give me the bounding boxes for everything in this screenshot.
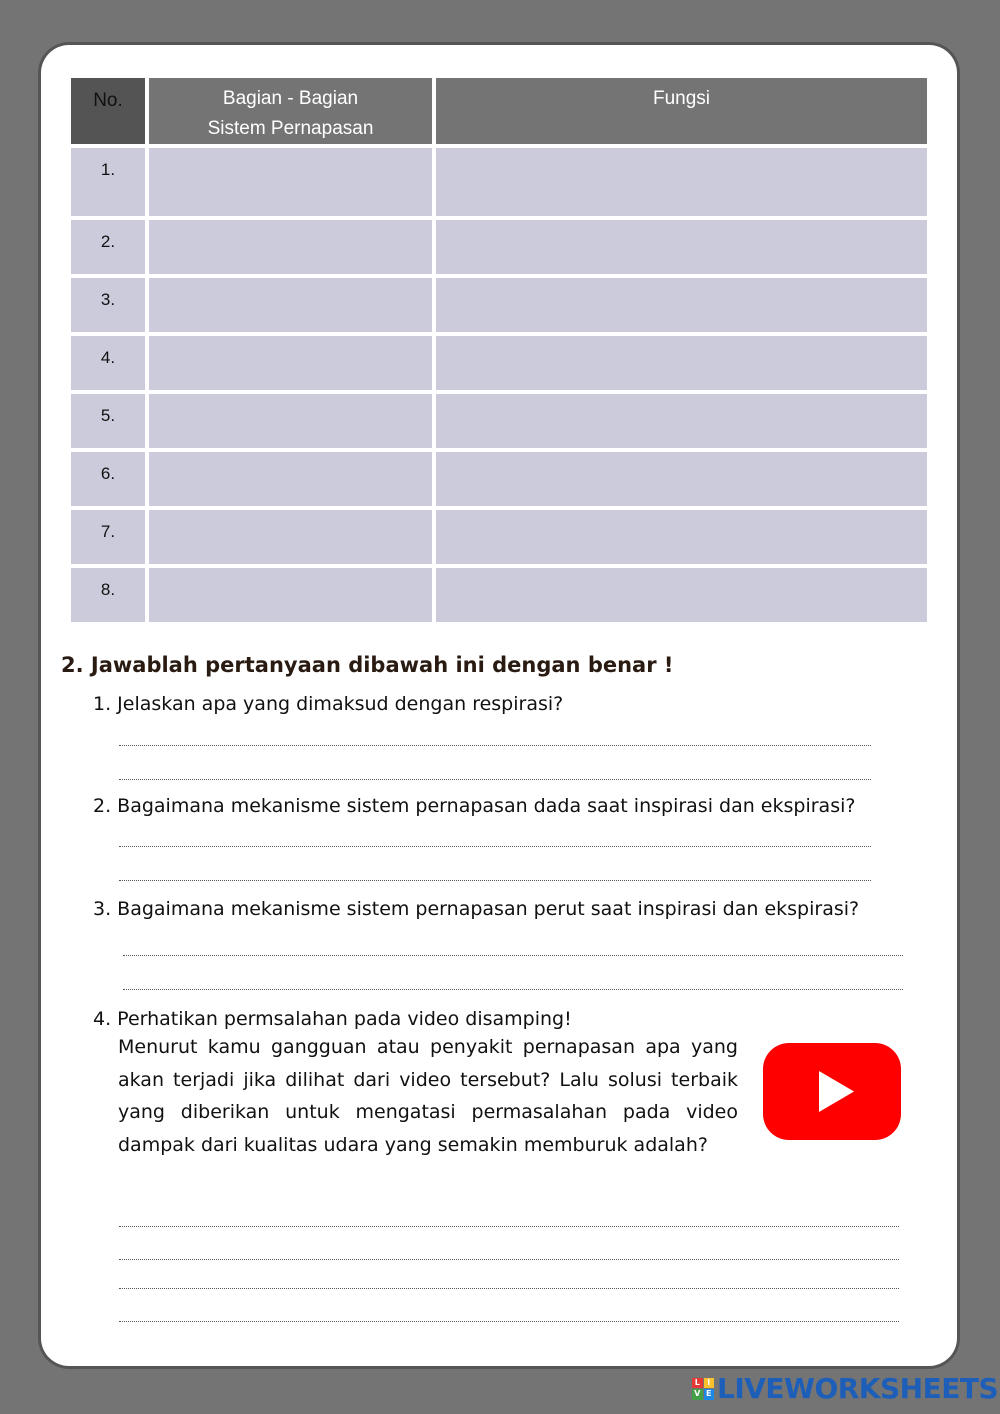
part-answer-cell[interactable]: [149, 452, 432, 506]
answer-line-q1[interactable]: [119, 779, 871, 780]
table-row: [71, 148, 927, 216]
row-number: 5.: [71, 394, 145, 448]
worksheet-page: [41, 45, 957, 1366]
row-number: 3.: [71, 278, 145, 332]
answer-line-q4[interactable]: [119, 1226, 899, 1227]
answer-line-q2[interactable]: [119, 846, 871, 847]
answer-line-q3[interactable]: [123, 955, 903, 956]
answer-line-q4[interactable]: [119, 1288, 899, 1289]
table-row: [71, 220, 927, 274]
header-no: No.: [71, 78, 145, 144]
row-number: 6.: [71, 452, 145, 506]
function-answer-cell[interactable]: [436, 278, 927, 332]
function-answer-cell[interactable]: [436, 568, 927, 622]
table-row: [71, 452, 927, 506]
row-number: 7.: [71, 510, 145, 564]
row-number: 4.: [71, 336, 145, 390]
liveworksheets-logo-icon: L I V E: [692, 1378, 714, 1400]
brand-name: LIVEWORKSHEETS: [717, 1372, 999, 1405]
function-answer-cell[interactable]: [436, 148, 927, 216]
table-row: [71, 568, 927, 622]
part-answer-cell[interactable]: [149, 220, 432, 274]
part-answer-cell[interactable]: [149, 510, 432, 564]
respiratory-parts-table: [67, 74, 931, 626]
part-answer-cell[interactable]: [149, 568, 432, 622]
play-triangle-icon: [763, 1043, 901, 1140]
function-answer-cell[interactable]: [436, 452, 927, 506]
function-answer-cell[interactable]: [436, 336, 927, 390]
function-answer-cell[interactable]: [436, 510, 927, 564]
answer-line-q4[interactable]: [119, 1321, 899, 1322]
answer-line-q1[interactable]: [119, 745, 871, 746]
row-number: 1.: [71, 148, 145, 216]
answer-line-q4[interactable]: [119, 1259, 899, 1260]
part-answer-cell[interactable]: [149, 394, 432, 448]
header-parts-line2: Sistem Pernapasan: [207, 118, 374, 139]
header-parts-line1: Bagian - Bagian: [222, 88, 359, 109]
part-answer-cell[interactable]: [149, 278, 432, 332]
question-1: 1. Jelaskan apa yang dimaksud dengan respirasi?: [93, 693, 564, 715]
youtube-play-icon[interactable]: [763, 1043, 901, 1140]
question-4-body: Menurut kamu gangguan atau penyakit pernapasan apa yang akan terjadi jika dilihat dari video tersebut? Lalu solusi terbaik yang diberikan untuk mengatasi permasalahan pada video dampak dari kualitas udara yang semakin memburuk adalah?: [118, 1036, 738, 1156]
table-row: [71, 336, 927, 390]
table-header-row: [71, 78, 927, 144]
table-row: [71, 278, 927, 332]
function-answer-cell[interactable]: [436, 220, 927, 274]
answer-line-q2[interactable]: [119, 880, 871, 881]
table-row: [71, 394, 927, 448]
liveworksheets-brand: [692, 1372, 998, 1405]
part-answer-cell[interactable]: [149, 148, 432, 216]
question-4: 4. Perhatikan permsalahan pada video disamping!: [93, 1008, 572, 1030]
row-number: 8.: [71, 568, 145, 622]
section-title: 2. Jawablah pertanyaan dibawah ini dengan benar !: [61, 653, 674, 677]
function-answer-cell[interactable]: [436, 394, 927, 448]
part-answer-cell[interactable]: [149, 336, 432, 390]
header-parts: [149, 78, 432, 144]
answer-line-q3[interactable]: [123, 989, 903, 990]
row-number: 2.: [71, 220, 145, 274]
table-row: [71, 510, 927, 564]
question-2: 2. Bagaimana mekanisme sistem pernapasan dada saat inspirasi dan ekspirasi?: [93, 795, 856, 817]
question-3: 3. Bagaimana mekanisme sistem pernapasan perut saat inspirasi dan ekspirasi?: [93, 898, 860, 920]
header-function: Fungsi: [436, 78, 927, 144]
